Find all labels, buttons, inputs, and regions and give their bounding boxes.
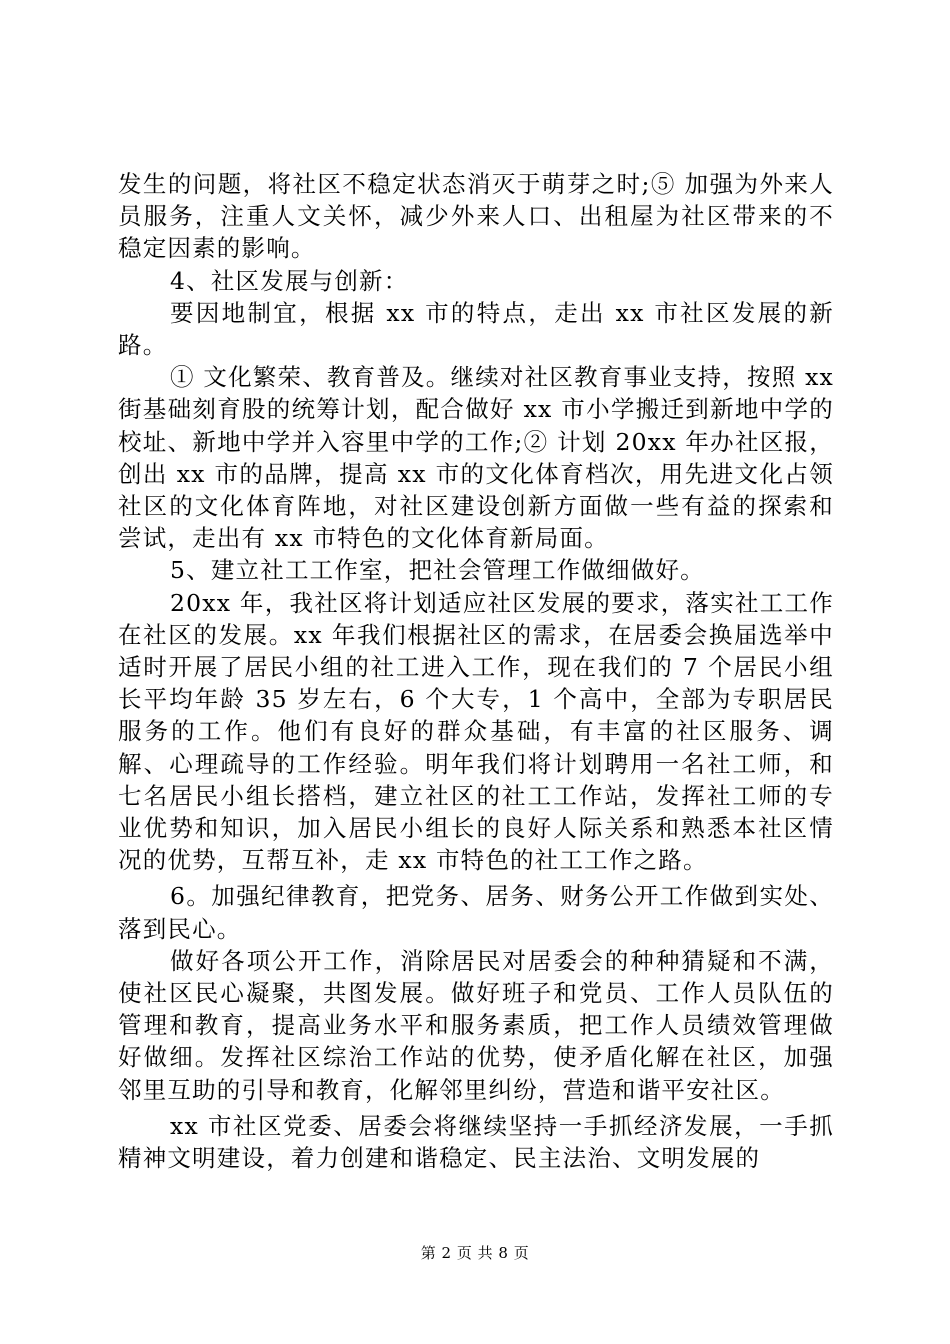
paragraph: ① 文化繁荣、教育普及。继续对社区教育事业支持，按照 xx 街基础刻育股的统筹计划，配合做好 xx 市小学搬迁到新地中学的校址、新地中学并入容里中学的工作;② 计划 20xx 年办社区报，创出 xx 市的品牌，提高 xx 市的文化体育档次，用先进文化占领社区的文化体育阵地，对社区建设创新方面做一些有益的探索和尝试，走出有 xx 市特色的文化体育新局面。	[118, 363, 834, 553]
document-body	[118, 168, 834, 1174]
section-heading-4: 4、社区发展与创新：	[170, 266, 409, 295]
page-number-footer: 第 2 页 共 8 页	[420, 1244, 530, 1262]
paragraph: xx 市社区党委、居委会将继续坚持一手抓经济发展，一手抓精神文明建设，着力创建和谐稳定、民主法治、文明发展的	[118, 1111, 834, 1173]
section-heading-6: 6。加强纪律教育，把党务、居务、财务公开工作做到实处、落到民心。	[118, 882, 834, 943]
paragraph: 要因地制宜，根据 xx 市的特点，走出 xx 市社区发展的新路。	[118, 298, 834, 360]
paragraph-continuation: 发生的问题，将社区不稳定状态消灭于萌芽之时;⑤ 加强为外来人员服务，注重人文关怀，减少外来人口、出租屋为社区带来的不稳定因素的影响。	[118, 170, 834, 263]
section-heading-5: 5、建立社工工作室，把社会管理工作做细做好。	[170, 556, 705, 585]
paragraph: 做好各项公开工作，消除居民对居委会的种种猜疑和不满，使社区民心凝聚，共图发展。做好班子和党员、工作人员队伍的管理和教育，提高业务水平和服务素质，把工作人员绩效管理做好做细。发挥社区综治工作站的优势，使矛盾化解在社区，加强邻里互助的引导和教育，化解邻里纠纷，营造和谐平安社区。	[118, 946, 834, 1104]
paragraph: 20xx 年，我社区将计划适应社区发展的要求，落实社工工作在社区的发展。xx 年我们根据社区的需求，在居委会换届选举中适时开展了居民小组的社工进入工作，现在我们的 7 个居民小组长平均年龄 35 岁左右，6 个大专，1 个高中，全部为专职居民服务的工作。他们有良好的群众基础，有丰富的社区服务、调解、心理疏导的工作经验。明年我们将计划聘用一名社工师，和七名居民小组长搭档，建立社区的社工工作站，发挥社工师的专业优势和知识，加入居民小组长的良好人际关系和熟悉本社区情况的优势，互帮互补，走 xx 市特色的社工工作之路。	[118, 588, 834, 875]
